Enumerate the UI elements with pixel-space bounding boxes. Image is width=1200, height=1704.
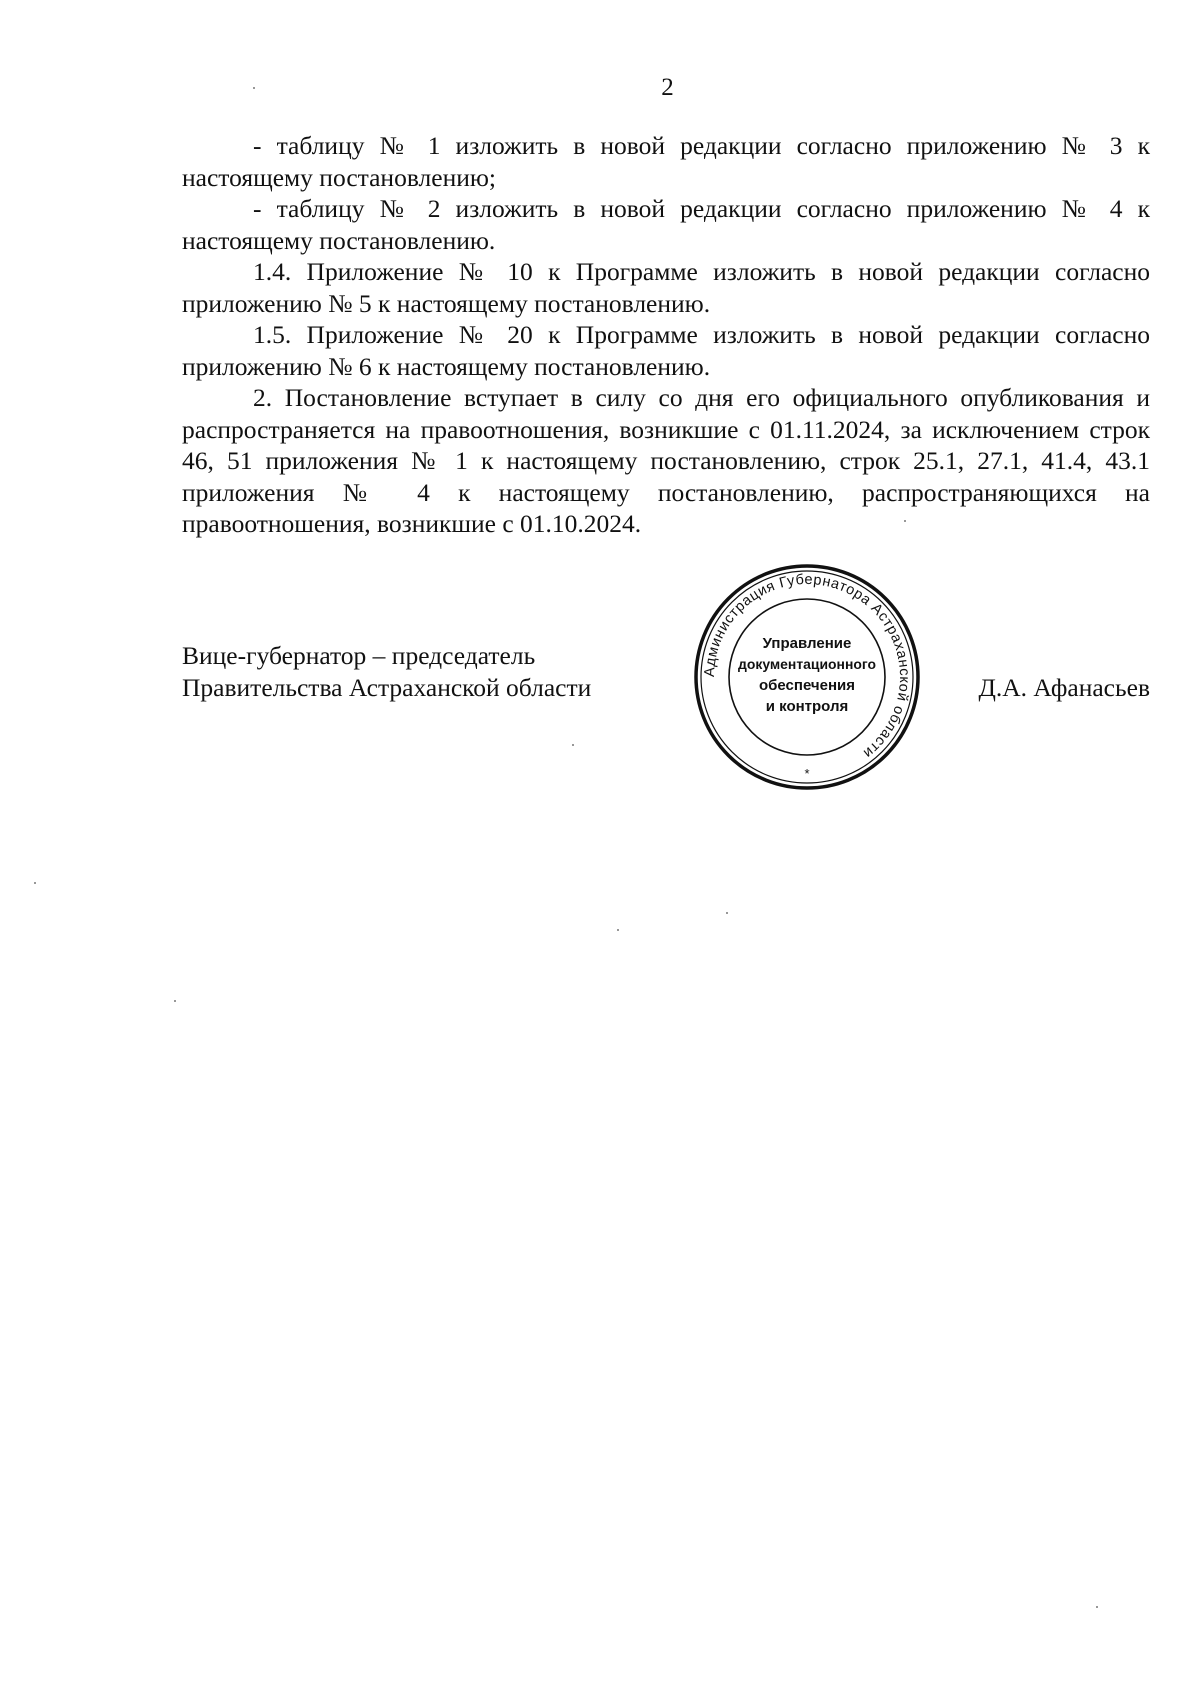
scan-speck: [572, 744, 574, 746]
stamp-center-line-3: обеспечения: [758, 677, 856, 694]
paragraph-appendix-20: 1.5. Приложение № 20 к Программе изложить в новой редакции согласно приложению № 6 к настоящему постановлению.: [182, 320, 1150, 381]
scan-speck: [904, 520, 906, 522]
scan-speck: [617, 929, 619, 931]
stamp-center-line-4: и контроля: [765, 698, 849, 715]
scan-speck: [253, 87, 255, 89]
paragraph-appendix-10: 1.4. Приложение № 10 к Программе изложить в новой редакции согласно приложению № 5 к настоящему постановлению.: [182, 257, 1150, 318]
stamp-center-line-1: Управление: [762, 635, 852, 652]
stamp-star: *: [804, 766, 810, 781]
page-number: 2: [661, 74, 674, 101]
scan-speck: [1096, 1606, 1098, 1608]
paragraph-table-1: - таблицу № 1 изложить в новой редакции согласно приложению № 3 к настоящему постановлению;: [182, 131, 1150, 192]
document-body: [182, 130, 1150, 540]
paragraph-table-2: - таблицу № 2 изложить в новой редакции согласно приложению № 4 к настоящему постановлению.: [182, 194, 1150, 255]
signer-name: Д.А. Афанасьев: [978, 673, 1150, 702]
stamp-ring-textpath: Администрация Губернатора Астраханской области: [701, 571, 913, 762]
signer-position: [182, 640, 591, 704]
stamp-center-line-2: документационного: [738, 656, 876, 672]
signer-position-line-2: Правительства Астраханской области: [182, 673, 592, 702]
scan-speck: [174, 1000, 176, 1002]
scan-speck: [34, 882, 36, 884]
scan-speck: [726, 912, 728, 914]
signer-position-line-1: Вице-губернатор – председатель: [182, 641, 536, 670]
official-stamp: [693, 563, 921, 791]
stamp-seal-graphic: [693, 563, 921, 791]
paragraph-effective-date: 2. Постановление вступает в силу со дня его официального опубликования и распространяется на правоотношения, возникшие с 01.11.2024, за исключением строк 46, 51 приложения № 1 к настоящему постановлению, строк 25.1, 27.1, 41.4, 43.1 приложения № 4 к настоящему постановлению, распространяющихся на правоотношения, возникшие с 01.10.2024.: [182, 383, 1150, 538]
